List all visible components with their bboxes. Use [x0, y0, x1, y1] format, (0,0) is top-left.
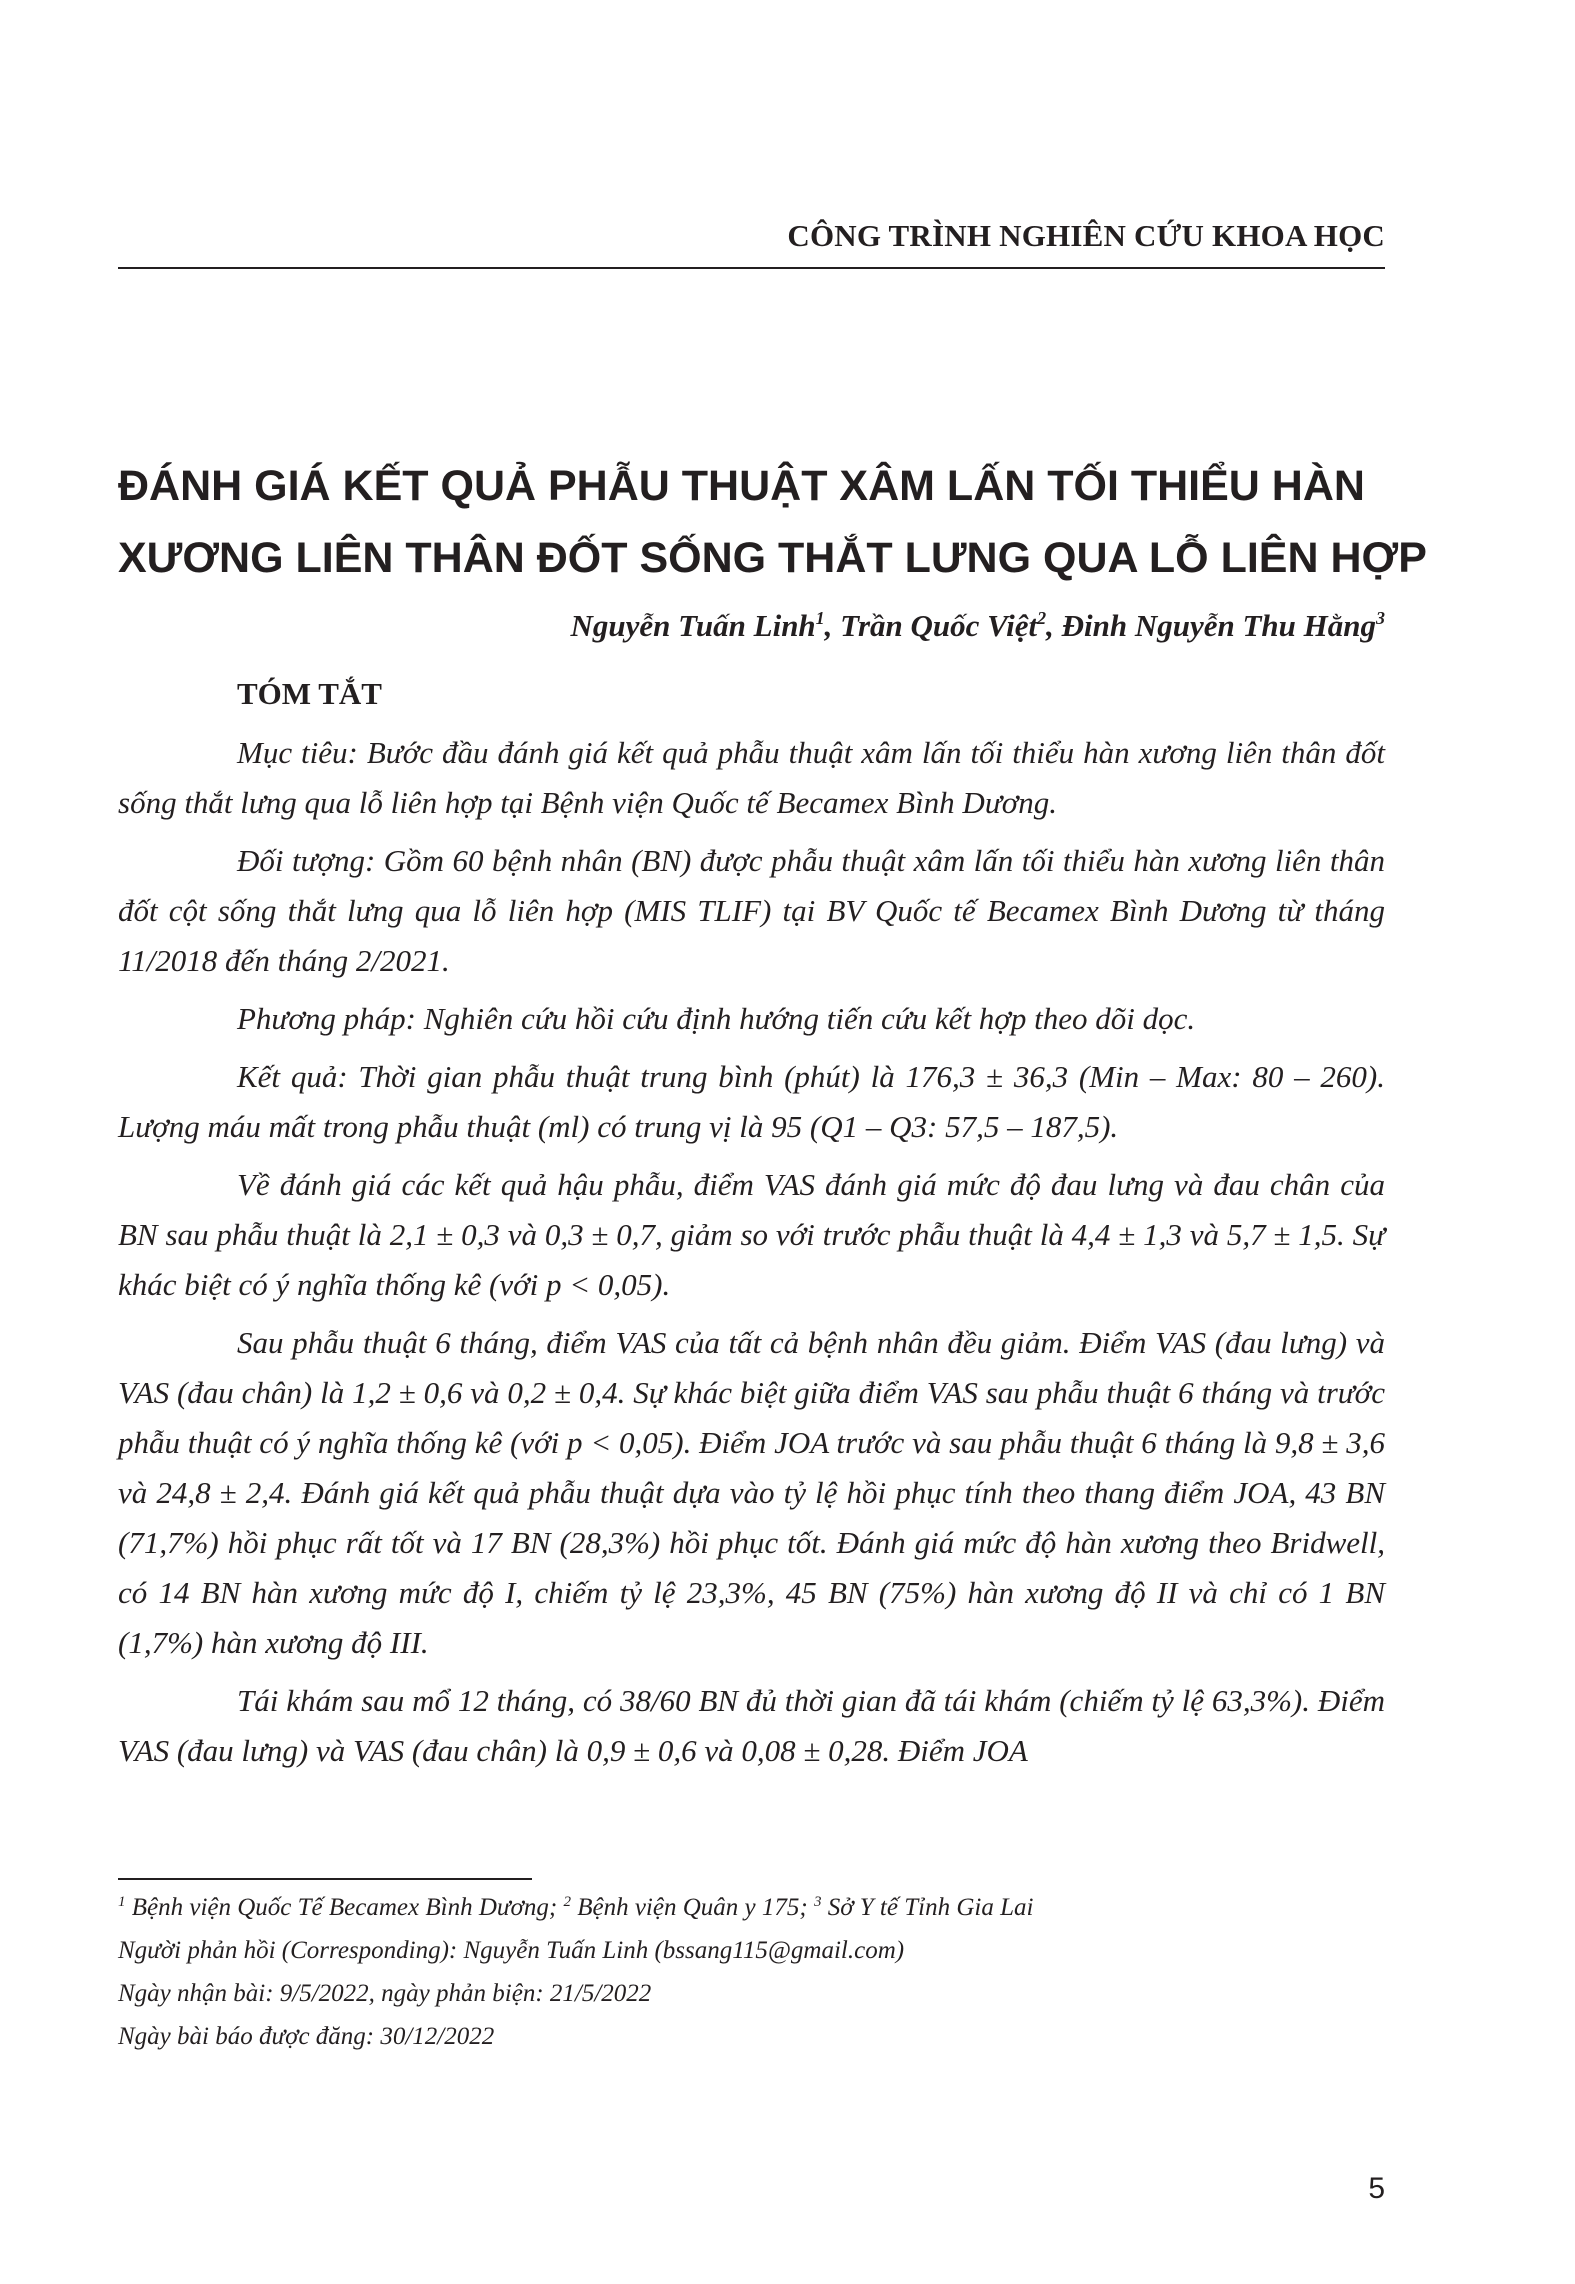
- affiliation-text: Bệnh viện Quân y 175;: [570, 1894, 814, 1921]
- affiliation-mark: 2: [1037, 608, 1047, 628]
- abstract-paragraph: Sau phẫu thuật 6 tháng, điểm VAS của tất cả bệnh nhân đều giảm. Điểm VAS (đau lưng) và VAS (đau chân) là 1,2 ± 0,6 và 0,2 ± 0,4. Sự khác biệt giữa điểm VAS sau phẫu thuật 6 tháng và trước phẫu thuật có ý nghĩa thống kê (với p < 0,05). Điểm JOA trước và sau phẫu thuật 6 tháng là 9,8 ± 3,6 và 24,8 ± 2,4. Đánh giá kết quả phẫu thuật dựa vào tỷ lệ hồi phục tính theo thang điểm JOA, 43 BN (71,7%) hồi phục rất tốt và 17 BN (28,3%) hồi phục tốt. Đánh giá mức độ hàn xương theo Bridwell, có 14 BN hàn xương mức độ I, chiếm tỷ lệ 23,3%, 45 BN (75%) hàn xương độ II và chỉ có 1 BN (1,7%) hàn xương độ III.: [118, 1325, 1385, 1660]
- published-footnote: Ngày bài báo được đăng: 30/12/2022: [118, 2023, 495, 2050]
- title-line: XƯƠNG LIÊN THÂN ĐỐT SỐNG THẮT LƯNG QUA LỖ LIÊN HỢP: [118, 534, 1427, 582]
- abstract-paragraph: Phương pháp: Nghiên cứu hồi cứu định hướng tiến cứu kết hợp theo dõi dọc.: [237, 1001, 1196, 1036]
- affiliation-mark: 3: [813, 1894, 822, 1910]
- received-footnote: Ngày nhận bài: 9/5/2022, ngày phản biện: 21/5/2022: [118, 1980, 652, 2007]
- affiliation-mark: 3: [1376, 608, 1385, 628]
- affiliations-footnote: [118, 1886, 1385, 1929]
- header-rule: [118, 267, 1385, 269]
- affiliation-mark: 1: [118, 1894, 126, 1910]
- affiliation-text: Sở Y tế Tỉnh Gia Lai: [821, 1894, 1034, 1921]
- author-name: Đinh Nguyễn Thu Hằng: [1061, 608, 1376, 643]
- author-separator: ,: [1046, 608, 1062, 643]
- corresponding-footnote: Người phản hồi (Corresponding): Nguyễn Tuấn Linh (bssang115@gmail.com): [118, 1937, 905, 1964]
- author-name: Nguyễn Tuấn Linh: [570, 608, 816, 643]
- abstract-paragraph: Đối tượng: Gồm 60 bệnh nhân (BN) được phẫu thuật xâm lấn tối thiểu hàn xương liên thân đốt cột sống thắt lưng qua lỗ liên hợp (MIS TLIF) tại BV Quốc tế Becamex Bình Dương từ tháng 11/2018 đến tháng 2/2021.: [118, 843, 1385, 978]
- affiliation-text: Bệnh viện Quốc Tế Becamex Bình Dương;: [125, 1894, 564, 1921]
- abstract-paragraph: Tái khám sau mổ 12 tháng, có 38/60 BN đủ thời gian đã tái khám (chiếm tỷ lệ 63,3%). Điểm VAS (đau lưng) và VAS (đau chân) là 0,9 ± 0,6 và 0,08 ± 0,28. Điểm JOA: [118, 1683, 1385, 1768]
- abstract-paragraph: Về đánh giá các kết quả hậu phẫu, điểm VAS đánh giá mức độ đau lưng và đau chân của BN sau phẫu thuật là 2,1 ± 0,3 và 0,3 ± 0,7, giảm so với trước phẫu thuật là 4,4 ± 1,3 và 5,7 ± 1,5. Sự khác biệt có ý nghĩa thống kê (với p < 0,05).: [118, 1167, 1385, 1302]
- author-separator: ,: [824, 608, 841, 643]
- running-header: CÔNG TRÌNH NGHIÊN CỨU KHOA HỌC: [787, 218, 1385, 253]
- abstract-paragraph: Kết quả: Thời gian phẫu thuật trung bình (phút) là 176,3 ± 36,3 (Min – Max: 80 – 260). Lượng máu mất trong phẫu thuật (ml) có trung vị là 95 (Q1 – Q3: 57,5 – 187,5).: [118, 1059, 1385, 1144]
- article-title: [118, 450, 1427, 594]
- abstract-body: [118, 728, 1385, 1784]
- affiliation-mark: 2: [563, 1894, 571, 1910]
- author-name: Trần Quốc Việt: [840, 608, 1038, 643]
- abstract-heading: TÓM TẮT: [237, 676, 382, 711]
- affiliation-mark: 1: [815, 608, 825, 628]
- footnotes: [118, 1886, 1385, 2058]
- title-line: ĐÁNH GIÁ KẾT QUẢ PHẪU THUẬT XÂM LẤN TỐI THIỂU HÀN: [118, 462, 1365, 510]
- abstract-paragraph: Mục tiêu: Bước đầu đánh giá kết quả phẫu thuật xâm lấn tối thiểu hàn xương liên thân đốt sống thắt lưng qua lỗ liên hợp tại Bệnh viện Quốc tế Becamex Bình Dương.: [118, 735, 1385, 820]
- footnote-rule: [118, 1878, 532, 1880]
- author-list: [570, 608, 1385, 644]
- page-number: 5: [1368, 2172, 1385, 2205]
